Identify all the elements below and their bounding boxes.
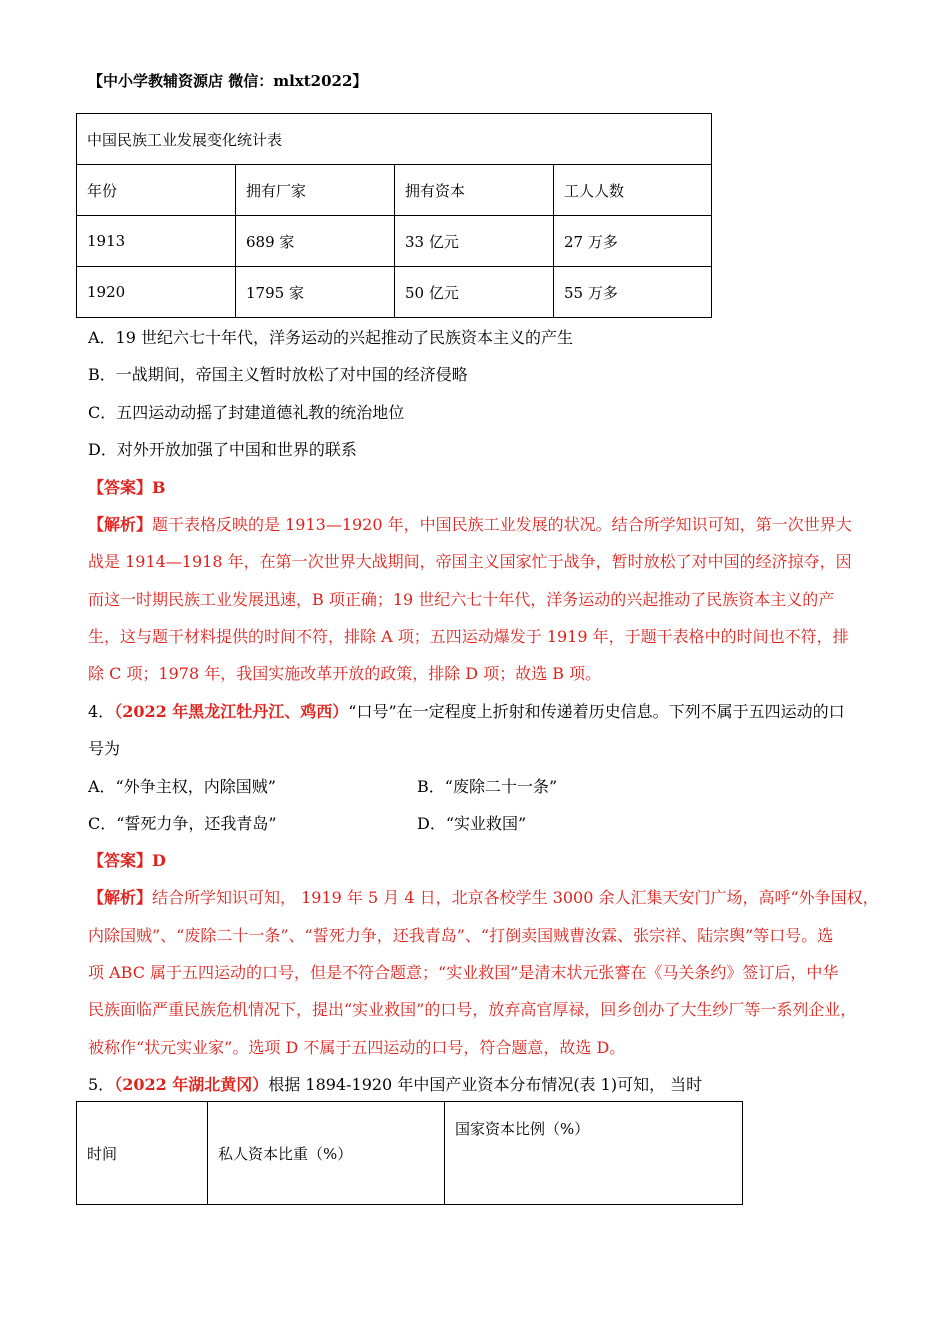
q4-number: 4． [88, 702, 115, 721]
table-cell: 27 万多 [554, 216, 712, 267]
q3-analysis-line: 而这一时期民族工业发展迅速，B 项正确；19 世纪六七十年代，洋务运动的兴起推动了民族资本主义的产 [88, 590, 835, 609]
table-cell: 33 亿元 [395, 216, 554, 267]
table-cell: 55 万多 [554, 267, 712, 318]
column-header: 国家资本比例（%） [445, 1102, 743, 1205]
q3-analysis-line: 战是 1914—1918 年，在第一次世界大战期间，帝国主义国家忙于战争，暂时放松了对中国的经济掠夺，因 [88, 552, 852, 571]
column-header: 拥有资本 [395, 165, 554, 216]
table-row [77, 267, 712, 318]
table-title: 中国民族工业发展变化统计表 [77, 114, 712, 165]
q4-analysis-label: 【解析】 [88, 888, 153, 907]
q4-answer: 【答案】D [88, 851, 166, 870]
q4-analysis-line: 被称作“状元实业家”。选项 D 不属于五四运动的口号，符合题意，故选 D。 [88, 1038, 626, 1057]
table-cell: 1795 家 [236, 267, 395, 318]
q3-option-c: C．五四运动动摇了封建道德礼教的统治地位 [88, 403, 405, 422]
table-header-row [77, 1102, 743, 1205]
q3-analysis-label: 【解析】 [88, 515, 153, 534]
page-header: 【中小学教辅资源店 微信：mlxt2022】 [88, 72, 368, 90]
column-header: 年份 [77, 165, 236, 216]
column-header: 拥有厂家 [236, 165, 395, 216]
q3-analysis-line [88, 512, 852, 535]
q4-stem [88, 699, 845, 722]
q3-option-d: D．对外开放加强了中国和世界的联系 [88, 440, 357, 459]
q5-source: （2022 年湖北黄冈） [114, 1075, 269, 1094]
table-cell: 50 亿元 [395, 267, 554, 318]
q5-stem-text: 根据 1894-1920 年中国产业资本分布情况(表 1)可知， 当时 [268, 1075, 703, 1094]
q3-answer: 【答案】B [88, 478, 166, 497]
q3-option-a: A．19 世纪六七十年代，洋务运动的兴起推动了民族资本主义的产生 [88, 328, 574, 347]
column-header: 工人人数 [554, 165, 712, 216]
column-header: 私人资本比重（%） [208, 1102, 445, 1205]
column-header: 时间 [77, 1102, 208, 1205]
q4-analysis-line: 内除国贼”、“废除二十一条”、“誓死力争，还我青岛”、“打倒卖国贼曹汝霖、张宗祥、陆宗舆”等口号。选 [88, 926, 834, 945]
q5-number: 5． [88, 1075, 115, 1094]
q4-option-d: D．“实业救国” [417, 814, 527, 833]
q4-source: （2022 年黑龙江牡丹江、鸡西） [114, 702, 349, 721]
q4-analysis-line [88, 885, 879, 908]
table-cell: 1920 [77, 267, 236, 318]
q4-analysis-line: 项 ABC 属于五四运动的口号，但是不符合题意；“实业救国”是清末状元张謇在《马关条约》签订后，中华 [88, 963, 839, 982]
q4-option-c: C．“誓死力争，还我青岛” [88, 814, 277, 833]
table-header-row [77, 165, 712, 216]
table-row [77, 216, 712, 267]
q5-stem [88, 1072, 702, 1095]
q3-analysis-text: 题干表格反映的是 1913—1920 年，中国民族工业发展的状况。结合所学知识可知，第一次世界大 [152, 515, 852, 534]
q3-analysis-line: 生，这与题干材料提供的时间不符，排除 A 项；五四运动爆发于 1919 年，于题干表格中的时间也不符，排 [88, 627, 849, 646]
q3-option-b: B．一战期间，帝国主义暂时放松了对中国的经济侵略 [88, 365, 468, 384]
industry-stats-table [76, 113, 712, 318]
q4-option-b: B．“废除二十一条” [417, 777, 558, 796]
capital-distribution-table [76, 1101, 743, 1205]
table-cell: 1913 [77, 216, 236, 267]
q4-stem-continued: 号为 [88, 739, 121, 758]
q4-option-a: A．“外争主权，内除国贼” [88, 777, 276, 796]
q4-analysis-line: 民族面临严重民族危机情况下，提出“实业救国”的口号，放弃高官厚禄，回乡创办了大生纱厂等一系列企业， [88, 1000, 857, 1019]
q4-stem-text: “口号”在一定程度上折射和传递着历史信息。下列不属于五四运动的口 [348, 702, 845, 721]
table-cell: 689 家 [236, 216, 395, 267]
q3-analysis-line: 除 C 项；1978 年，我国实施改革开放的政策，排除 D 项；故选 B 项。 [88, 664, 602, 683]
q4-analysis-text: 结合所学知识可知， 1919 年 5 月 4 日，北京各校学生 3000 余人汇集天安门广场，高呼“外争国权， [152, 888, 879, 907]
